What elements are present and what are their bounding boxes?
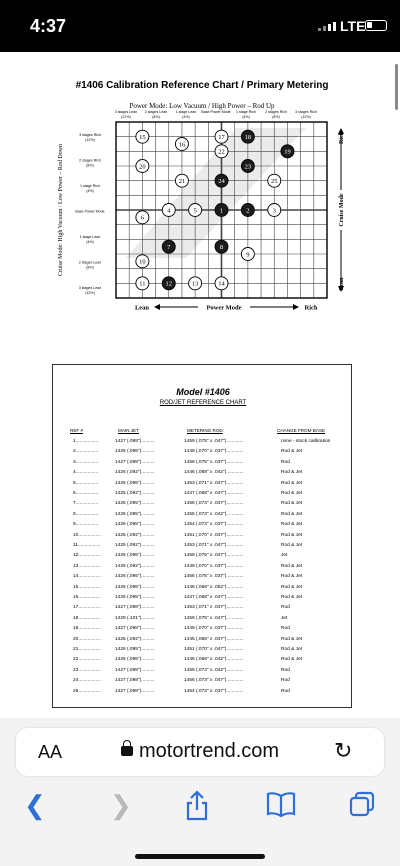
table-row: [53, 543, 353, 551]
table-subtitle: ROD/JET REFERENCE CHART: [159, 400, 247, 406]
metering-rod-cell: 1454 (.073" x .037").............: [184, 688, 244, 694]
top-label: 2 stages Rich: [265, 110, 287, 114]
ref-cell: 5.................: [73, 480, 99, 486]
main-jet-cell: 1426 (.095")..........: [115, 511, 155, 517]
ref-cell: 11.................: [73, 543, 101, 548]
metering-rod-cell: 1455 (.073" x .042").............: [184, 511, 244, 517]
tabs-icon[interactable]: [348, 790, 376, 824]
change-cell: Rod & Jet: [281, 584, 303, 590]
change-cell: Rod: [281, 605, 290, 611]
main-jet-cell: 1426 (.095")..........: [115, 595, 155, 600]
change-cell: Rod & Jet: [281, 501, 303, 507]
chart-title: #1406 Calibration Reference Chart / Primary Metering: [75, 80, 329, 91]
table-row: [53, 585, 353, 593]
right-lean-label: Lean: [339, 277, 345, 291]
metering-rod-cell: 1448 (.068" x .052").............: [184, 584, 244, 590]
main-jet-cell: 1426 (.095")..........: [115, 657, 155, 663]
chart-point-label: 17: [218, 134, 225, 142]
change-cell: Rod: [281, 667, 290, 673]
metering-rod-cell: 1453 (.071" x .047").............: [184, 543, 244, 548]
network-label: LTE: [340, 18, 366, 34]
metering-rod-cell: 1453 (.071" x .047").............: [184, 480, 244, 486]
metering-rod-cell: 1445 (.065" x .047").............: [184, 636, 244, 642]
change-cell: Jet: [281, 553, 288, 559]
ref-cell: 6.................: [73, 491, 99, 496]
left-label: 3 stages Rich: [79, 133, 101, 137]
home-indicator: [135, 854, 265, 859]
main-jet-cell: 1425 (.092")..........: [115, 636, 155, 642]
chart-point-label: 5: [193, 207, 197, 215]
change-cell: Rod & Jet: [281, 563, 303, 569]
ref-cell: 1.................: [73, 439, 99, 444]
bookmarks-icon[interactable]: [266, 790, 296, 824]
table-row: [53, 512, 353, 520]
change-cell: Rod & Jet: [281, 491, 303, 496]
top-label: 1 stage Rich: [236, 110, 256, 114]
table-row: [53, 439, 353, 447]
left-label: Base Power Mode: [75, 209, 105, 214]
address-bar[interactable]: [16, 728, 384, 776]
chart-point-label: 19: [284, 148, 291, 156]
metering-rod-cell: 1451 (.070" x .047").............: [184, 532, 244, 538]
chart-point-label: 24: [218, 178, 225, 186]
main-jet-cell: 1426 (.095")..........: [115, 522, 155, 528]
table-row: [53, 616, 353, 624]
ref-cell: 14.................: [73, 574, 101, 580]
main-jet-cell: 1425 (.092")..........: [115, 532, 155, 538]
table-row: [53, 564, 353, 572]
table-row: [53, 637, 353, 645]
right-axis-label: Cruise Mode: [339, 193, 345, 227]
ref-cell: 10.................: [73, 532, 101, 538]
ref-cell: 21.................: [73, 647, 101, 652]
main-jet-cell: 1425 (.092")..........: [115, 563, 155, 569]
top-label-pct: (8%): [152, 115, 160, 119]
metering-rod-cell: 1458 (.075" x .037").............: [184, 459, 244, 465]
main-jet-cell: 1427 (.098")..........: [115, 626, 155, 632]
metering-rod-cell: 1451 (.070" x .047").............: [184, 647, 244, 652]
ref-cell: 4.................: [73, 470, 99, 476]
table-row: [53, 657, 353, 665]
table-row: [53, 689, 353, 697]
table-row: [53, 605, 353, 613]
top-label-pct: (8%): [272, 115, 280, 119]
change-cell: Rod & Jet: [281, 543, 303, 548]
share-icon[interactable]: [184, 790, 210, 828]
change-cell: Rod & Jet: [281, 647, 303, 652]
change-cell: Rod & Jet: [281, 449, 303, 455]
top-label: 3 stages Rich: [295, 110, 317, 114]
chart-point-label: 15: [139, 134, 146, 142]
main-jet-cell: 1426 (.095")..........: [115, 574, 155, 580]
left-label: 1 stage Lean: [79, 235, 101, 239]
chart-point-label: 12: [165, 280, 172, 288]
chart-point-label: 14: [218, 280, 225, 288]
chart-point-label: 16: [178, 141, 186, 149]
url-text[interactable]: motortrend.com: [139, 740, 280, 762]
main-jet-cell: 1427 (.098")..........: [115, 688, 155, 694]
web-content[interactable]: [0, 52, 400, 718]
metering-rod-cell: 1455 (.073" x .042").............: [184, 667, 244, 673]
change-cell: Rod: [281, 688, 290, 694]
change-cell: Rod & Jet: [281, 636, 303, 642]
left-label-pct: (4%): [86, 240, 94, 244]
bottom-mode-label: Power Mode: [206, 304, 242, 312]
main-jet-cell: 1427 (.098")..........: [115, 459, 155, 465]
chart-point-label: 1: [219, 207, 224, 215]
metering-rod-cell: 1459 (.075" x .047").............: [184, 615, 244, 621]
left-label: 1 stage Rich: [80, 184, 100, 188]
table-row: [53, 678, 353, 686]
metering-rod-cell: 1449 (.070" x .037").............: [184, 563, 244, 569]
chart-point-label: 23: [244, 163, 252, 171]
table-row: [53, 470, 353, 478]
ref-cell: 18.................: [73, 615, 101, 621]
chart-point-label: 25: [271, 178, 278, 186]
change-cell: Rod: [281, 626, 290, 632]
metering-rod-cell: 1446 (.068" x .042").............: [184, 470, 244, 476]
main-jet-cell: 1425 (.092")..........: [115, 470, 155, 476]
metering-rod-cell: 1459 (.075" x .047").............: [184, 553, 244, 559]
metering-rod-cell: 1449 (.070" x .037").............: [184, 449, 244, 455]
main-jet-cell: 1426 (.095")..........: [115, 584, 155, 590]
table-row: [53, 501, 353, 509]
main-jet-cell: 1426 (.095")..........: [115, 647, 155, 652]
metering-rod-cell: 1456 (.073" x .047").............: [184, 678, 244, 684]
change-cell: Rod & Jet: [281, 470, 303, 476]
left-label: 2 stages Rich: [79, 158, 101, 163]
ref-cell: 9.................: [73, 522, 99, 528]
metering-rod-cell: 1459 (.075" x .047").............: [184, 439, 244, 444]
table-row: [53, 574, 353, 582]
back-icon[interactable]: ❮: [24, 790, 46, 820]
change-cell: Rod & Jet: [281, 522, 303, 528]
table-row: [53, 553, 353, 561]
change-cell: Rod & Jet: [281, 574, 303, 580]
calibration-chart: [52, 80, 352, 320]
main-jet-cell: 1425 (.092")..........: [115, 491, 155, 496]
header-main-jet: MAIN JET: [118, 428, 139, 433]
chart-point-label: 20: [139, 163, 146, 171]
ref-cell: 23.................: [73, 667, 101, 673]
change-cell: Rod & Jet: [281, 657, 303, 663]
left-label-pct: (8%): [86, 163, 94, 168]
ref-cell: 7.................: [73, 501, 99, 507]
ref-cell: 12.................: [73, 553, 101, 559]
chart-point-label: 21: [178, 178, 186, 186]
metering-rod-cell: 1447 (.068" x .047").............: [184, 595, 244, 600]
table-row: [53, 491, 353, 499]
top-label-pct: (12%): [121, 115, 131, 119]
left-label-pct: (12%): [85, 291, 95, 295]
text-size-button[interactable]: AA: [38, 742, 63, 762]
ref-cell: 19.................: [73, 626, 101, 632]
chart-point-label: 4: [167, 207, 171, 215]
table-row: [53, 647, 353, 655]
bottom-rich-label: Rich: [304, 304, 318, 312]
chart-plot: [52, 80, 352, 320]
left-label: 2 stages Lean: [78, 260, 102, 265]
table-row: [53, 595, 353, 603]
header-metering-rod: METERING ROD: [187, 428, 223, 433]
signal-icon: [318, 22, 336, 31]
main-jet-cell: 1426 (.095")..........: [115, 449, 155, 455]
chart-subtitle: Power Mode: Low Vacuum / High Power – Rod Up: [129, 102, 275, 110]
top-label-pct: (12%): [301, 115, 311, 119]
chart-point-label: 13: [191, 280, 199, 288]
change-cell: Rod & Jet: [281, 595, 303, 600]
reload-icon[interactable]: ↻: [334, 738, 353, 763]
left-axis-label: Cruise Mode: High Vacuum / Low Power – Rod Down: [58, 143, 64, 277]
table-title: Model #1406: [176, 387, 230, 397]
table-row: [53, 533, 353, 541]
ref-cell: 3.................: [73, 459, 99, 465]
ref-cell: 17.................: [73, 605, 101, 611]
table-row: [53, 449, 353, 457]
left-label-pct: (12%): [85, 138, 95, 142]
main-jet-cell: 1426 (.095")..........: [115, 553, 155, 559]
left-label-pct: (4%): [86, 189, 94, 193]
main-jet-cell: 1427 (.098")..........: [115, 667, 155, 673]
ref-cell: 2.................: [73, 449, 99, 455]
metering-rod-cell: 1447 (.068" x .047").............: [184, 491, 244, 496]
table-row: [53, 626, 353, 634]
top-label: 1 stage Lean: [175, 110, 197, 114]
bottom-axis-arrow-right: [293, 304, 299, 310]
top-label: Base Power Mode: [201, 110, 231, 114]
ref-cell: 8.................: [73, 511, 99, 517]
change-cell: Rod & Jet: [281, 511, 303, 517]
metering-rod-cell: 1453 (.071" x .047").............: [184, 605, 244, 611]
right-rich-label: Rich: [339, 132, 345, 144]
metering-rod-cell: 1458 (.075" x .037").............: [184, 574, 244, 580]
scroll-indicator: [395, 64, 398, 110]
chart-point-label: 2: [246, 207, 250, 215]
top-label-pct: (4%): [242, 115, 250, 119]
table-row: [53, 460, 353, 468]
chart-point-label: 22: [218, 148, 225, 156]
chart-point-label: 3: [272, 207, 276, 215]
battery-icon: [365, 20, 387, 31]
ref-cell: 25.................: [73, 688, 101, 694]
metering-rod-cell: 1454 (.073" x .037").............: [184, 522, 244, 528]
ref-cell: 20.................: [73, 636, 101, 642]
left-label: 3 stages Lean: [78, 286, 102, 290]
ref-cell: 22.................: [73, 657, 101, 663]
chart-point-label: 6: [140, 214, 144, 222]
change-cell: Jet: [281, 615, 288, 621]
table-row: [53, 481, 353, 489]
status-time: 4:37: [30, 16, 67, 36]
header-change-from-base: CHANGE FROM BASE: [277, 428, 325, 433]
change-cell: Rod: [281, 459, 290, 465]
main-jet-cell: 1425 (.092")..........: [115, 543, 155, 548]
change-cell: Rod & Jet: [281, 480, 303, 486]
top-label: 2 stages Lean: [144, 110, 168, 114]
metering-rod-cell: 1446 (.068" x .042").............: [184, 657, 244, 663]
forward-icon[interactable]: ❯: [110, 790, 132, 820]
main-jet-cell: 1426 (.095")..........: [115, 501, 155, 507]
table-row: [53, 668, 353, 676]
ref-cell: 15.................: [73, 584, 101, 590]
safari-toolbar: [0, 718, 400, 866]
top-label: 3 stages Lean: [114, 110, 138, 114]
chart-point-label: 10: [139, 258, 146, 266]
chart-point-label: 9: [246, 251, 250, 259]
main-jet-cell: 1427 (.098")..........: [115, 605, 155, 611]
change-cell: none - stock calibration: [281, 439, 331, 444]
ref-cell: 16.................: [73, 595, 101, 600]
table-row: [53, 522, 353, 530]
main-jet-cell: 1427 (.098")..........: [115, 678, 155, 684]
rod-jet-table: [52, 364, 352, 708]
status-bar: [0, 0, 400, 52]
header-ref: REF #: [70, 428, 84, 433]
left-label-pct: (8%): [86, 265, 94, 270]
ref-cell: 13.................: [73, 563, 101, 569]
lock-icon: [121, 746, 133, 756]
bottom-lean-label: Lean: [134, 304, 150, 312]
metering-rod-cell: 1449 (.070" x .037").............: [184, 626, 244, 632]
ref-cell: 24.................: [73, 678, 101, 684]
chart-point-label: 7: [167, 244, 171, 252]
bottom-axis-arrow-left: [154, 304, 160, 310]
change-cell: Rod: [281, 678, 290, 684]
main-jet-cell: 1427 (.098")..........: [115, 439, 155, 444]
chart-point-label: 18: [244, 134, 252, 142]
metering-rod-cell: 1456 (.073" x .047").............: [184, 501, 244, 507]
chart-point-label: 8: [219, 244, 224, 252]
main-jet-cell: 1426 (.095")..........: [115, 480, 155, 486]
main-jet-cell: 1429 (.101")..........: [115, 615, 155, 621]
chart-point-label: 11: [139, 280, 146, 288]
top-label-pct: (4%): [182, 115, 190, 119]
change-cell: Rod & Jet: [281, 532, 303, 538]
